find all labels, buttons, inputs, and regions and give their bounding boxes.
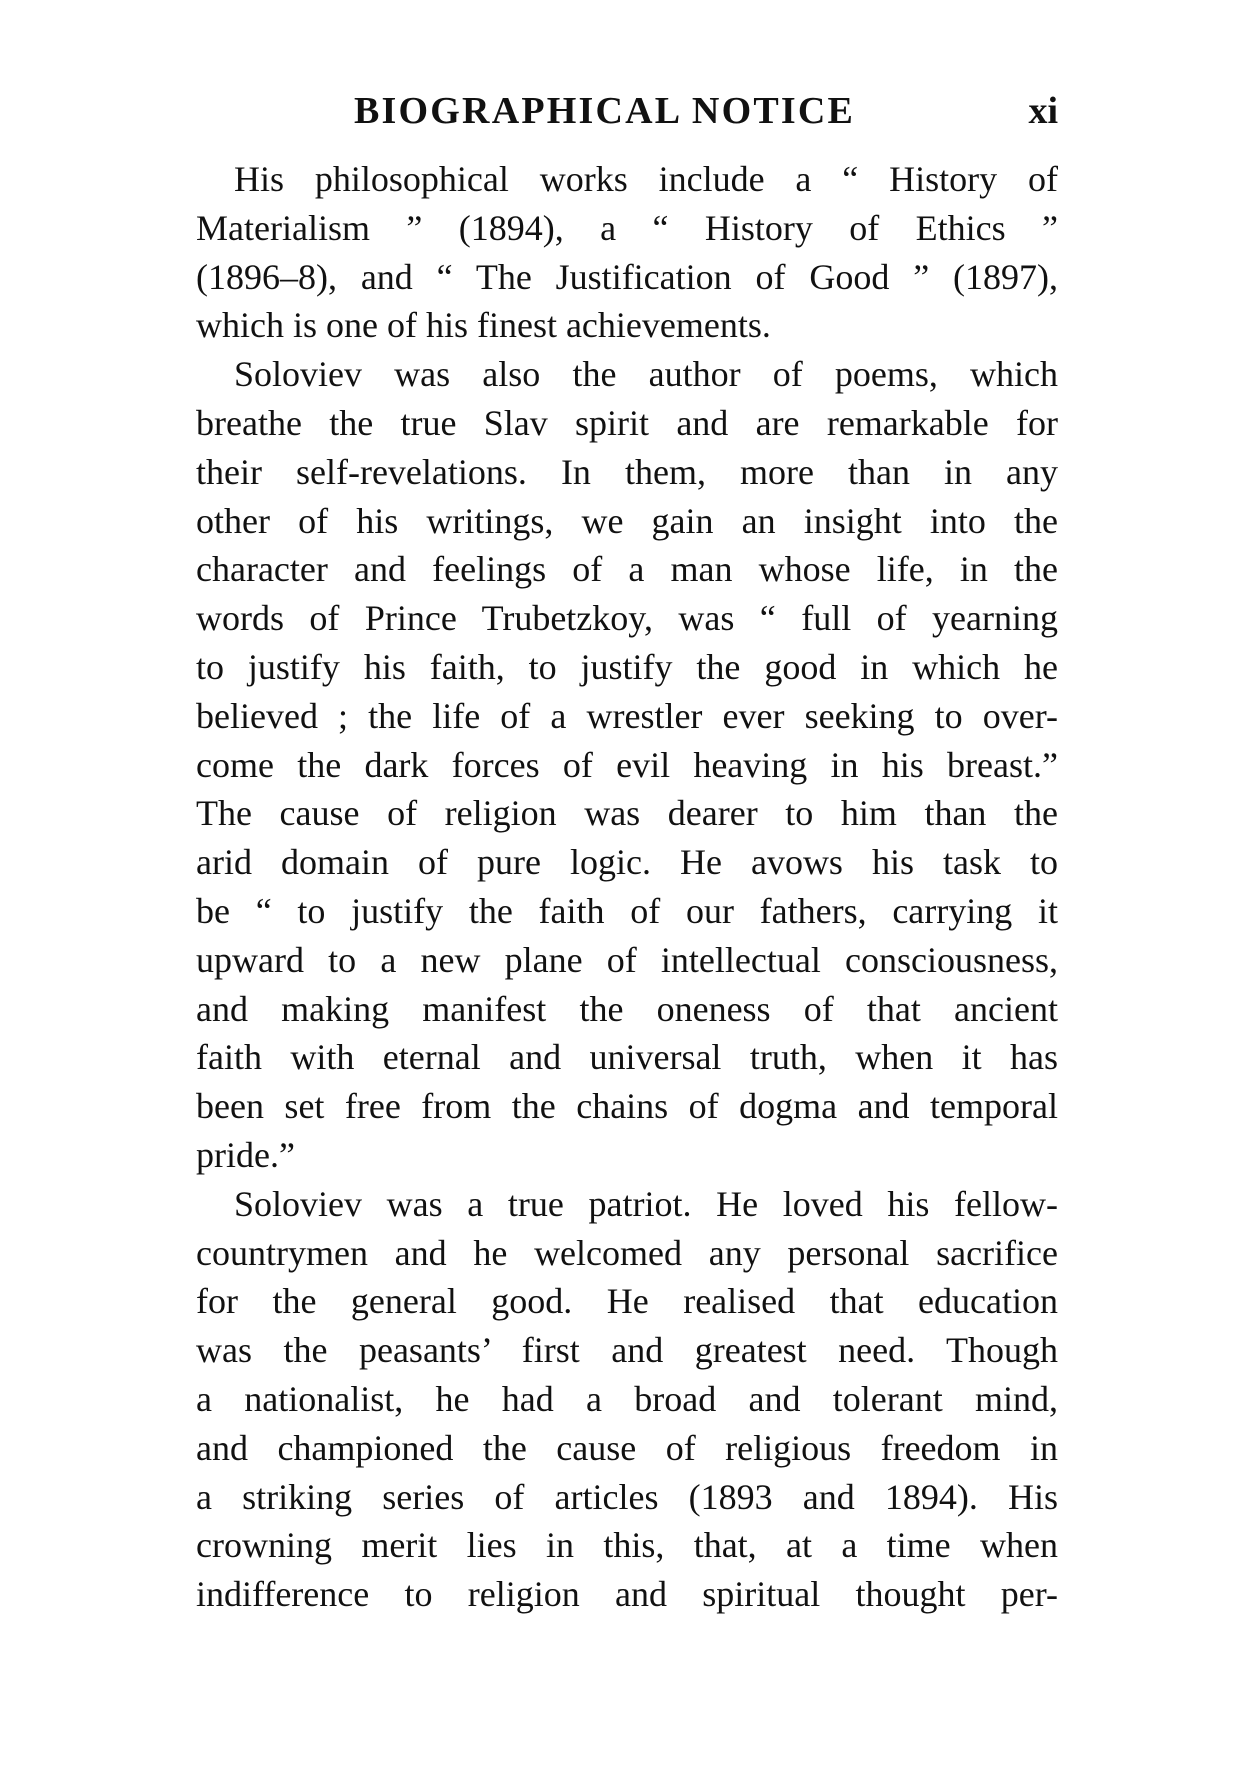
text-line: come the dark forces of evil heaving in his breast.” xyxy=(196,744,1058,785)
text-line: arid domain of pure logic. He avows his task to xyxy=(196,842,1058,883)
text-line: Soloviev was a true patriot. He loved his fellow- xyxy=(234,1183,1058,1224)
text-line: other of his writings, we gain an insight into the xyxy=(196,500,1058,541)
text-line: His philosophical works include a “ History of xyxy=(234,159,1058,199)
text-line: to justify his faith, to justify the good in which he xyxy=(196,646,1058,687)
text-line: a striking series of articles (1893 and 1894). His xyxy=(196,1476,1058,1517)
text-line: been set free from the chains of dogma and temporal xyxy=(196,1086,1058,1127)
text-line: was the peasants’ first and greatest need. Though xyxy=(196,1330,1058,1371)
text-line: believed ; the life of a wrestler ever seeking to over- xyxy=(196,695,1058,736)
body-text xyxy=(196,155,1058,1619)
text-line: and making manifest the oneness of that ancient xyxy=(196,988,1058,1029)
text-line: be “ to justify the faith of our fathers, carrying it xyxy=(196,890,1058,931)
text-line: The cause of religion was dearer to him than the xyxy=(196,793,1058,834)
text-line: (1896–8), and “ The Justification of Good ” (1897), xyxy=(196,256,1058,297)
text-line: their self-revelations. In them, more than in any xyxy=(196,451,1058,492)
text-line: words of Prince Trubetzkoy, was “ full of yearning xyxy=(196,598,1058,639)
text-line: and championed the cause of religious freedom in xyxy=(196,1427,1058,1468)
text-line: indifference to religion and spiritual thought per- xyxy=(196,1574,1058,1615)
text-line: for the general good. He realised that education xyxy=(196,1281,1058,1322)
running-head xyxy=(196,86,1058,136)
text-line: pride.” xyxy=(196,1134,295,1175)
text-line: countrymen and he welcomed any personal sacrifice xyxy=(196,1232,1058,1273)
text-line: which is one of his finest achievements. xyxy=(196,305,771,346)
text-line: faith with eternal and universal truth, when it has xyxy=(196,1037,1058,1078)
text-line: breathe the true Slav spirit and are remarkable for xyxy=(196,402,1058,443)
running-head-title: BIOGRAPHICAL NOTICE xyxy=(354,90,856,132)
text-line: character and feelings of a man whose life, in the xyxy=(196,549,1058,590)
text-line: Materialism ” (1894), a “ History of Ethics ” xyxy=(196,207,1058,248)
text-line: crowning merit lies in this, that, at a time when xyxy=(196,1525,1058,1566)
text-line: a nationalist, he had a broad and tolerant mind, xyxy=(196,1378,1058,1419)
page-number: xi xyxy=(1028,90,1058,132)
text-line: upward to a new plane of intellectual consciousness, xyxy=(196,939,1058,980)
text-line: Soloviev was also the author of poems, which xyxy=(234,354,1058,395)
